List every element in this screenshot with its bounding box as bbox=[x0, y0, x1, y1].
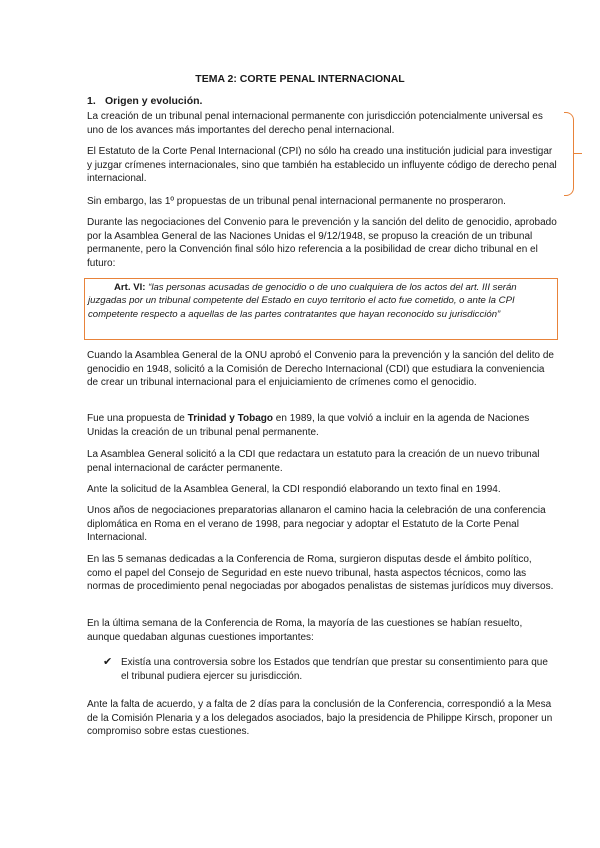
paragraph-2: El Estatuto de la Corte Penal Internacional (CPI) no sólo ha creado una institución judicial para investigar y juzgar crímenes internacionales, sino que también ha establecido un influyente código de derecho penal internacional. bbox=[87, 146, 557, 185]
check-list-item: Existía una controversia sobre los Estados que tendrían que prestar su consentimiento para que el tribunal pudiera ejercer su jurisdicción. bbox=[121, 657, 548, 682]
paragraph-3: Sin embargo, las 1º propuestas de un tribunal penal internacional permanente no prosperaron. bbox=[87, 196, 506, 207]
paragraph-6 bbox=[87, 412, 557, 439]
quote-text: “las personas acusadas de genocidio o de uno cualquiera de los actos del art. III serán juzgadas por un tribunal competente del Estado en cuyo territorio el acto fue cometido, o ante la CPI competente respecto a aquellas de las partes contratantes que hayan reconocido su jurisdicción” bbox=[88, 282, 517, 320]
section-number: 1. bbox=[87, 95, 96, 107]
section-heading-text: Origen y evolución. bbox=[105, 95, 203, 107]
paragraph-5: Cuando la Asamblea General de la ONU aprobó el Convenio para la prevención y la sanción del delito de genocidio en 1948, solicitó a la Comisión de Derecho Internacional (CDI) que estudiara la conveniencia de crear un tribunal internacional para el enjuiciamiento de crímenes como el genocidio. bbox=[87, 350, 554, 389]
paragraph-9: Unos años de negociaciones preparatorias allanaron el camino hacia la celebración de una conferencia diplomática en Roma en el verano de 1998, para negociar y adoptar el Estatuto de la Corte Penal Internacional. bbox=[87, 505, 546, 544]
paragraph-1: La creación de un tribunal penal internacional permanente con jurisdicción potencialmente universal es uno de los avances más importantes del derecho penal internacional. bbox=[87, 111, 543, 136]
paragraph-6-end: en 1989, la que volvió a incluir en la agenda de Naciones Unidas la creación de un tribunal penal permanente. bbox=[87, 413, 530, 438]
document-title: TEMA 2: CORTE PENAL INTERNACIONAL bbox=[195, 73, 405, 85]
annotation-bracket bbox=[564, 112, 574, 196]
paragraph-4: Durante las negociaciones del Convenio para le prevención y la sanción del delito de genocidio, aprobado por la Asamblea General de las Naciones Unidas el 9/12/1948, se propuso la creación de un tribunal permanente, pero la Convención final sólo hizo referencia a la posibilidad de crear dicho tribunal en el futuro: bbox=[87, 217, 557, 269]
paragraph-10: En las 5 semanas dedicadas a la Conferencia de Roma, surgieron disputas desde el ámbito político, como el papel del Consejo de Seguridad en este nuevo tribunal, hasta aspectos técnicos, como las normas de procedimiento penal negociadas por abogados penalistas de sistemas jurídicos muy diversos. bbox=[87, 554, 554, 593]
paragraph-11: En la última semana de la Conferencia de Roma, la mayoría de las cuestiones se habían resuelto, aunque quedaban algunas cuestiones importantes: bbox=[87, 618, 523, 643]
paragraph-6-bold: Trinidad y Tobago bbox=[187, 413, 274, 424]
paragraph-6-start: Fue una propuesta de bbox=[87, 413, 188, 424]
section-heading bbox=[87, 95, 202, 107]
paragraph-12: Ante la falta de acuerdo, y a falta de 2 días para la conclusión de la Conferencia, correspondió a la Mesa de la Comisión Plenaria y a los delegados asociados, bajo la presidencia de Philippe Kirsch, proponer un compromiso sobre estas cuestiones. bbox=[87, 699, 553, 738]
paragraph-7: La Asamblea General solicitó a la CDI que redactara un estatuto para la creación de un nuevo tribunal penal internacional de carácter permanente. bbox=[87, 449, 540, 474]
article-quote bbox=[88, 281, 554, 321]
checkmark-icon: ✔ bbox=[103, 656, 113, 668]
paragraph-8: Ante la solicitud de la Asamblea General, la CDI respondió elaborando un texto final en 1994. bbox=[87, 484, 501, 495]
annotation-bracket-tick bbox=[573, 153, 582, 154]
quote-lead: Art. VI: bbox=[114, 282, 146, 293]
